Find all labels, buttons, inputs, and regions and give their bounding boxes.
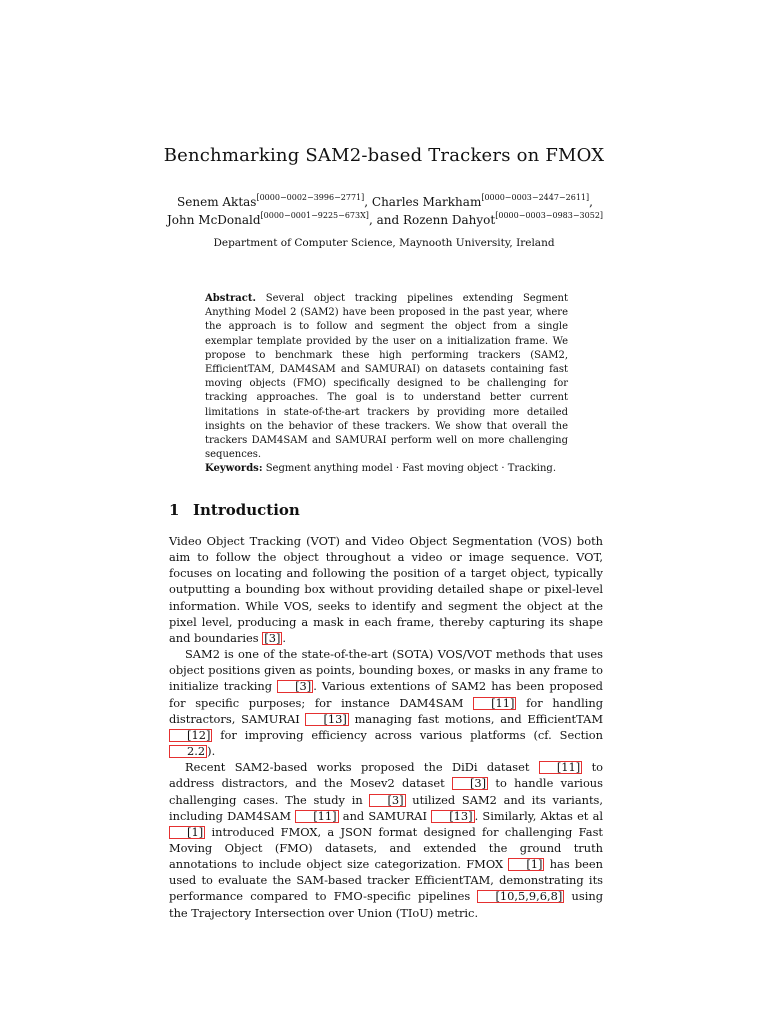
citation-link[interactable]: [10,5,9,6,8] [477, 890, 564, 903]
keywords-label: Keywords: [205, 463, 263, 474]
paragraph-text: . [282, 630, 287, 645]
paragraph [169, 759, 603, 921]
paragraph [169, 646, 603, 759]
section-number: 1 [169, 501, 180, 519]
citation-link[interactable]: [1] [508, 858, 544, 871]
orcid-id: [0000−0003−2447−2611] [481, 193, 590, 202]
author-list [165, 193, 605, 229]
citation-link[interactable]: [13] [305, 713, 348, 726]
author-name: , and Rozenn Dahyot [368, 213, 496, 227]
paragraph-text: ). [207, 744, 216, 759]
paragraph-text: to address distractors, and the Mosev2 dataset [169, 760, 604, 791]
citation-link[interactable]: [13] [431, 810, 474, 823]
citation-link[interactable]: [3] [277, 680, 313, 693]
paragraph-text: managing fast motions, and EfficientTAM [348, 711, 603, 726]
orcid-id: [0000−0002−3996−2771] [256, 193, 365, 202]
paragraph-text: SAM2 is one of the state-of-the-art (SOTA) VOS/VOT methods that uses object positions given as points, bounding boxes, or masks in any frame to initialize tracking [169, 647, 603, 694]
citation-link[interactable]: [3] [264, 630, 281, 645]
section-body [169, 533, 603, 921]
paragraph-text: introduced FMOX, a JSON format designed for challenging Fast Moving Object (FMO) datasets, and extended the ground truth annotations to include object size categorization. FMOX [169, 824, 603, 872]
paragraph [169, 533, 603, 646]
paragraph-text: Video Object Tracking (VOT) and Video Object Segmentation (VOS) both aim to follow the object throughout a video or image sequence. VOT, focuses on locating and following the position of a target object, typically outputting a bounding box without providing detailed shape or pixel-level information. While VOS, seeks to identify and segment the object at the pixel level, producing a mask in each frame, thereby capturing its shape and boundaries [169, 534, 603, 645]
author-name: , John McDonald [166, 195, 593, 227]
citation-link[interactable]: [11] [295, 810, 338, 823]
affiliation: Department of Computer Science, Maynooth University, Ireland [213, 237, 555, 249]
paragraph-text: . Similarly, Aktas et al [474, 808, 604, 823]
keywords-text: Segment anything model · Fast moving object · Tracking. [265, 463, 557, 474]
paper-title: Benchmarking SAM2-based Trackers on FMOX [163, 145, 605, 166]
author-name: , Charles Markham [364, 195, 482, 209]
orcid-id: [0000−0003−0983−3052] [495, 211, 604, 220]
section-link[interactable]: 2.2 [169, 745, 207, 758]
author-name: Senem Aktas [177, 195, 257, 209]
paragraph-text: and SAMURAI [338, 808, 432, 823]
abstract-text: Several object tracking pipelines extending Segment Anything Model 2 (SAM2) have been proposed in the past year, where the approach is to follow and segment the object from a single exemplar template provided by the user on a initialization frame. We propose to benchmark these high performing trackers (SAM2, EfficientTAM, DAM4SAM and SAMURAI) on datasets containing fast moving objects (FMO) specifically designed to be challenging for tracking approaches. The goal is to understand better current limitations in state-of-the-art trackers by providing more detailed insights on the behavior of these trackers. We show that overall the trackers DAM4SAM and SAMURAI perform well on more challenging sequences. [205, 293, 568, 461]
paragraph-text: utilized SAM2 and its variants, including DAM4SAM [169, 792, 603, 823]
section-title: Introduction [193, 501, 300, 519]
keywords [205, 462, 568, 476]
abstract-label: Abstract. [205, 293, 256, 304]
section-heading [169, 501, 609, 519]
paragraph-text: using the Trajectory Intersection over Union (TIoU) metric. [169, 889, 603, 920]
citation-link[interactable]: [3] [369, 794, 405, 807]
paragraph-text: to handle various challenging cases. The study in [169, 776, 603, 807]
citation-link[interactable]: [11] [473, 697, 516, 710]
orcid-id: [0000−0001−9225−673X] [260, 211, 369, 220]
citation-link[interactable]: [12] [169, 729, 212, 742]
abstract [205, 292, 568, 462]
citation-link[interactable]: [1] [169, 826, 205, 839]
paragraph-text: for improving efficiency across various platforms (cf. Section [212, 727, 603, 742]
citation-link[interactable]: [3] [452, 777, 488, 790]
paragraph-text: for handling distractors, SAMURAI [169, 695, 603, 726]
citation-link[interactable]: [11] [539, 761, 582, 774]
paragraph-text: has been used to evaluate the SAM-based tracker EfficientTAM, demonstrating its performance compared to FMO-specific pipelines [169, 857, 604, 904]
paragraph-text: Recent SAM2-based works proposed the DiDi dataset [185, 760, 539, 775]
paragraph-text: . Various extentions of SAM2 has been proposed for specific purposes; for instance DAM4SAM [169, 679, 603, 710]
